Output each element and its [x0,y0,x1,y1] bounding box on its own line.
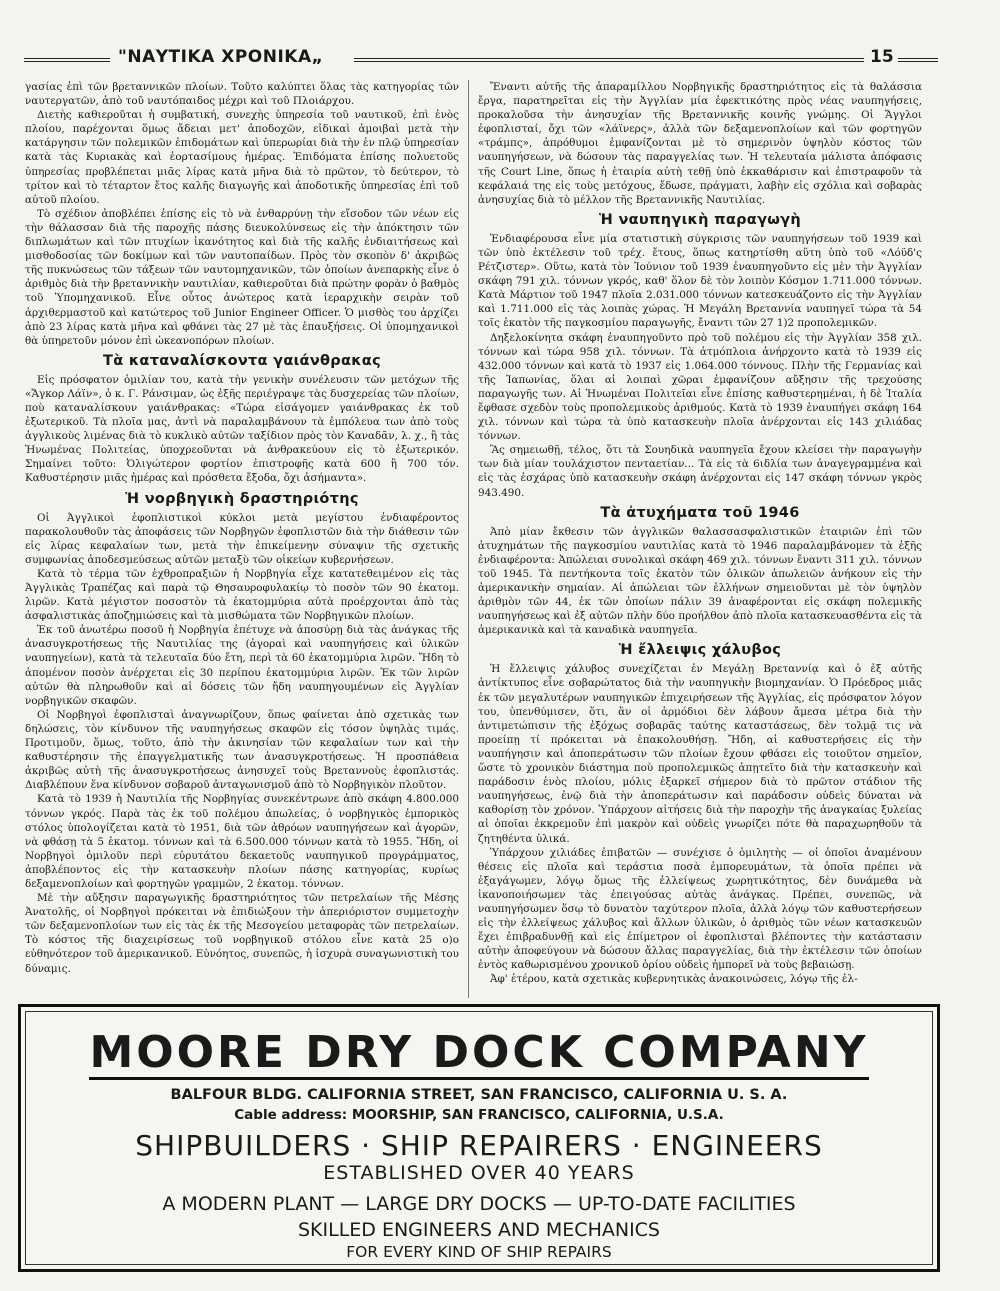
masthead-rule-right [898,58,938,62]
left-column [25,80,459,1000]
advertisement-address: BALFOUR BLDG. CALIFORNIA STREET, SAN FRANCISCO, CALIFORNIA U. S. A. [170,1087,788,1103]
paragraph: Δηξελοκίνητα σκάφη ἐναυπηγοῦντο πρὸ τοῦ πολέμου εἰς τὴν Ἀγγλίαν 358 χιλ. τόννων καὶ τώρα 958 χιλ. τόννων. Τὰ ἀτμόπλοια ἀνήρχοντο κατὰ τὸ 1939 εἰς 432.000 τόννων καὶ κατὰ τὸ 1937 εἰς 1.064.000 τόννους. Πλὴν τῆς Γερμανίας καὶ τῆς Ἰαπωνίας, ὅλαι αἱ λοιπαὶ χῶραι ἐμφανίζουν αὔξησιν τῆς τρεχούσης παραγωγῆς των. Αἱ Ἡνωμέναι Πολιτεῖαι εἶνε ἐπίσης καθυστερημέναι, ἡ δὲ Ἰταλία ἔφθασε σχεδὸν τοὺς προπολεμικοὺς ἀριθμούς. Κατὰ τὸ 1939 ἐναυπήγει σκάφη 164 χιλ. τόννων καὶ τώρα τὰ ὑπὸ κατασκευὴν πλοῖα ἀνέρχονται εἰς 143 χιλιάδας τόννων. [478,331,922,443]
section-heading: Ἡ ναυπηγικὴ παραγωγὴ [599,211,801,228]
masthead-rule-middle [354,58,864,62]
masthead [24,44,970,74]
advertisement-trades: SHIPBUILDERS · SHIP REPAIRERS · ENGINEERS [135,1129,823,1162]
masthead-rule-left [24,58,110,62]
paragraph: Οἱ Ἀγγλικοὶ ἐφοπλιστικοὶ κύκλοι μετὰ μεγίστου ἐνδιαφέροντος παρακολουθοῦν τὰς ἀποφάσεις τῶν Νορβηγῶν ἐφοπλιστῶν διὰ τὴν διάθεσιν τῶν εἰς λίρας κεφαλαίων των, μετὰ τὴν ἐπικείμενην σύναψιν τῆς σχετικῆς συμφωνίας ἀποδεσμεύσεως αὐτῶν μεταξὺ τῶν οἰκείων κυβερνήσεων. [25,511,459,566]
advertisement-skilled: SKILLED ENGINEERS AND MECHANICS [297,1219,660,1241]
advertisement-plant: A MODERN PLANT — LARGE DRY DOCKS — UP-TO-DATE FACILITIES [162,1193,796,1215]
paragraph: Ἀφ' ἑτέρου, κατὰ σχετικὰς κυβερνητικὰς ἀνακοινώσεις, λόγῳ τῆς ἐλ- [490,973,858,986]
paragraph: Ὑπάρχουν χιλιάδες ἐπιβατῶν — συνέχισε ὁ ὁμιλητὴς — οἱ ὁποῖοι ἀναμένουν θέσεις εἰς πλοῖα καὶ τεράστια ποσὰ ἐμπορευμάτων, τὰ ὁποῖα πρέπει νὰ ἐξαγάγωμεν, λόγῳ ὅμως τῆς ἐλλείψεως χωρητικότητος, δὲν δυνάμεθα νὰ ἱκανοποιήσωμεν τὰς ἐπειγούσας αὐτὰς ἀνάγκας. Πρέπει, συνεπῶς, νὰ ναυπηγήσωμεν ὅσῳ τὸ δυνατὸν ταχύτερον πλοῖα, ἀλλὰ λόγῳ τῶν καθυστερήσεων εἰς τὴν ἐλλείψεως χάλυβος καὶ ἄλλων ὑλικῶν, ὁ ἀριθμὸς τῶν νέων κατασκευῶν ἔχει ἐπιβραδυνθῇ καὶ εἰς ἐπίμετρον οἱ ἐφοπλισταὶ βλέποντες τὴν κατάστασιν αὐτὴν ἀποφεύγουν νὰ δώσουν ἄλλας παραγγελίας, διὰ τὴν ἐκτέλεσιν τῶν ὁποίων ἐντὸς καθωρισμένου χρονικοῦ ὁρίου οὐδεὶς ἠμπορεῖ νὰ τοὺς βεβαιώσῃ. [478,846,922,972]
page-number: 15 [870,47,894,67]
section-heading: Τὰ καταναλίσκοντα γαιάνθρακας [103,352,381,369]
paragraph: Εἰς πρόσφατον ὁμιλίαν του, κατὰ τὴν γενικὴν συνέλευσιν τῶν μετόχων τῆς «Ἄγκορ Λάϊν», ὁ κ. Γ. Ράνσιμαν, ὡς ἑξῆς περιέγραψε τὰς δυσχερείας τῶν πλοίων, ποὺ καταναλίσκουν γαιάνθρακας: «Τώρα εἰσάγομεν γαιάνθρακας ἐκ τοῦ ἐξωτερικοῦ. Τὰ πλοῖα μας, ἀντὶ νὰ παραλαμβάνουν τὰ ἐμπόλευα των ἀπὸ τοὺς ἀγγλικοὺς λιμένας διὰ τὸ κυκλικὸ αὐτῶν ταξίδιον πρὸς τὸν Καναδᾶν, λ. χ., ἢ τὰς Ἡνωμένας Πολιτείας, ὑποχρεοῦνται νὰ ἀνθρακεύουν εἰς τὸ ἐξωτερικόν. Σημαίνει τοῦτο: Ὀλιγώτερον φορτίον ἐπιστροφῆς κατὰ 600 ἢ 700 τόν. Καθυστέρησιν μιᾶς ἡμέρας καὶ πρόσθετα ἔξοδα, ὄχι ἀσήμαντα». [25,373,459,485]
paragraph: Κατὰ τὸ τέρμα τῶν ἐχθροπραξιῶν ἡ Νορβηγία εἶχε κατατεθειμένον εἰς τὰς Ἀγγλικὰς Τραπέζας καὶ παρὰ τῷ Θησαυροφυλακίῳ τὸ ποσὸν τῶν 90 ἑκατομ. λιρῶν. Κατὰ μέγιστον ποσοστὸν τὰ ἑκατομμύρια αὐτὰ προέρχονται ἀπὸ τὰς ἀσφαλιστικὰς ἀποζημιώσεις καὶ τὰ μισθώματα τῶν Νορβηγικῶν πλοίων. [25,567,459,623]
paragraph: Ἔναντι αὐτῆς τῆς ἀπαραμίλλου Νορβηγικῆς δραστηριότητος εἰς τὰ θαλάσσια ἔργα, παρατηρεῖται εἰς τὴν Ἀγγλίαν μία ἐφεκτικότης πρὸς νέας ναυπηγήσεις, προκαλοῦσα τὴν ἀνησυχίαν τῆς Βρεταννικῆς κοινῆς γνώμης. Οἱ Ἄγγλοι ἐφοπλισταί, ὄχι τῶν «λάϊνερς», ἀλλὰ τῶν δεξαμενοπλοίων καὶ τῶν φορτηγῶν «τράμπς», ἀπρόθυμοι ἐμφανίζονται μὲ τὸ σημερινὸν ὑψηλὸν κόστος τῶν ναυπηγήσεων, νὰ δώσουν τὰς παραγγελίας των. Ἡ τελευταία μάλιστα ἀπόφασις τῆς Court Line, ὅπως ἡ ἑταιρία αὐτὴ τεθῇ ὑπὸ ἐκκαθάρισιν καὶ ἐπιστραφοῦν τὰ κεφάλαιά της εἰς τοὺς μετόχους, ἔδωσε, πράγματι, λαβὴν εἰς σχόλια καὶ σοβαρὰς ἀνησυχίας διὰ τὸ μέλλον τῆς Βρεταννικῆς Ναυτιλίας. [478,81,922,206]
section-heading: Ἡ ἔλλειψις χάλυβος [618,642,782,659]
advertisement-company-name [21,1029,937,1080]
paragraph: Οἱ Νορβηγοὶ ἐφοπλισταὶ ἀναγνωρίζουν, ὅπως φαίνεται ἀπὸ σχετικὰς των δηλώσεις, τὸν κίνδυνον τῆς ναυπηγήσεως σκαφῶν εἰς τόσον ὑψηλὰς τιμάς. Προτιμοῦν, ὅμως, τοῦτο, ἀπὸ τὴν ἀκινησίαν τῶν κεφαλαίων των καὶ τὴν καθυστέρησιν τῆς ἐπαγγελματικῆς των ἀνασυγκροτήσεως. Ἡ προσπάθεια ἀκριβῶς αὐτὴ τῆς ἀνασυγκροτήσεως ἀνησυχεῖ τοὺς Βρεταννοὺς ἐφοπλιστάς. Διαβλέπουν ἕνα κίνδυνον σοβαροῦ ἀνταγωνισμοῦ ἀπὸ τὸ Νορβηγικὸν πλοῦτον. [25,708,459,792]
column-divider [468,80,469,998]
moore-dry-dock-advertisement [18,1004,940,1272]
company-name-text: MOORE DRY DOCK COMPANY [89,1027,869,1078]
paragraph: Ἀπὸ μίαν ἔκθεσιν τῶν ἀγγλικῶν θαλασσασφαλιστικῶν ἑταιριῶν ἐπὶ τῶν ἀτυχημάτων τῆς παγκοσμίου ναυτιλίας κατὰ τὸ 1946 παραλαμβάνομεν τὰ ἑξῆς ἐνδιαφέροντα: Ἀπώλειαι συνολικαὶ σκάφη 469 χιλ. τόννων ἔναντι 311 χιλ. τόννων τοῦ 1945. Τὰ πεντήκοντα τοῖς ἑκατὸν τῶν ὁλικῶν ἀπωλειῶν ἀνήκουν εἰς τὴν ἀμερικανικὴν σημαίαν. Αἱ ἀπώλειαι τῶν ἑλλήνων σημειοῦνται μὲ τὸν ὑψηλὸν ἀριθμὸν τῶν 44, ἐκ τῶν ὁποίων πάλιν 39 ἀναφέρονται εἰς σκάφη πολεμικῆς ναυπηγήσεως καὶ ἐξ αὐτῶν πλὴν δύο προήλθον ἀπὸ πλοῖα κατασκευασθέντα εἰς τὰ ἀμερικανικὰ καὶ τὰ καναδικὰ ναυπηγεῖα. [478,525,922,637]
right-column [478,80,922,1000]
paragraph: Κατὰ τὸ 1939 ἡ Ναυτιλία τῆς Νορβηγίας συνεκέντρωνε ἀπὸ σκάφη 4.800.000 τόννων γκρός. Παρὰ τὰς ἐκ τοῦ πολέμου ἀπωλείας, ὁ νορβηγικὸς ἐμπορικὸς στόλος ὑπολογίζεται κατὰ τὸ 1951, διὰ τῶν ἀθρόων ναυπηγήσεων καὶ ἀγορῶν, νὰ φθάσῃ τὰ 5 ἑκατομ. τόννων καὶ τὰ 6.500.000 τόννων κατὰ τὸ 1955. Ἤδη, οἱ Νορβηγοὶ ὁμιλοῦν περὶ εὐρυτάτου δεκαετοῦς ναυπηγικοῦ προγράμματος, ἀποβλέποντος εἰς τὴν κατασκευὴν πλοίων πάσης κατηγορίας, κυρίως δεξαμενοπλοίων καὶ φορτηγῶν γραμμῶν, 2 ἑκατομ. τόννων. [25,793,459,890]
paragraph: γασίας ἐπὶ τῶν βρεταννικῶν πλοίων. Τοῦτο καλύπτει ὅλας τὰς κατηγορίας τῶν ναυτεργατῶν, ἀπὸ τοῦ ναυτόπαιδος μέχρι καὶ τοῦ Πλοιάρχου. [25,81,459,108]
paragraph: Μὲ τὴν αὔξησιν παραγωγικῆς δραστηριότητος τῶν πετρελαίων τῆς Μέσης Ἀνατολῆς, οἱ Νορβηγοὶ πρόκειται νὰ ἐπιδιώξουν τὴν ἀπεριόριστον συμμετοχὴν τῶν δεξαμενοπλοίων των εἰς τὰς ἐκ τῆς Μεσογείου μεταφορὰς τῶν πετρελαίων. Τὸ κόστος τῆς διαχειρίσεως τοῦ νορβηγικοῦ στόλου εἶνε κατὰ 25 ο)ο εὐθηνότερον τοῦ ἀμερικανικοῦ. Εὐνόητος, συνεπῶς, ἡ ἰσχυρὰ συναγωνιστικὴ του δύναμις. [25,892,459,975]
advertisement-cable-address: Cable address: MOORSHIP, SAN FRANCISCO, CALIFORNIA, U.S.A. [234,1107,724,1123]
paragraph: Τὸ σχέδιον ἀποβλέπει ἐπίσης εἰς τὸ νὰ ἐνθαρρύνῃ τὴν εἴσοδον τῶν νέων εἰς τὴν θάλασσαν διὰ τῆς παροχῆς πάσης διευκολύνσεως εἰς τὴν ἀπόκτησιν τῶν διπλωμάτων καὶ τῶν πτυχίων ἱκανότητος καὶ διὰ τῆς καλῆς ἐνδιαιτήσεως καὶ μισθοδοσίας τῶν δοκίμων καὶ τῶν ναυτοπαίδων. Πρὸς τὸν σκοπὸν δ' ἀκριβῶς τῆς πυκνώσεως τῶν τάξεων τῶν ναυτομηχανικῶν, τῶν ὁποίων ἀνεπαρκὴς εἶνε ὁ ἀριθμὸς διὰ τὴν βρεταννικὴν ναυτιλίαν, καθιεροῦται διὰ πρώτην φορὰν ὁ βαθμὸς τοῦ Ὑπομηχανικοῦ. Εἶνε οὗτος ἀνώτερος κατὰ ἱεραρχικὴν σειρὰν τοῦ ἀρχιθερμαστοῦ καὶ κατώτερος τοῦ Junior Engineer Officer. Ὁ μισθὸς του ἀρχίζει ἀπὸ 23 λίρας κατὰ μῆνα καὶ φθάνει τὰς 27 μὲ τὰς ἐπαυξήσεις. Οἱ ὑπομηχανικοὶ θὰ ὑπηρετοῦν μόνον ἐπὶ ὠκεανοπόρων πλοίων. [25,207,459,347]
section-heading: Τὰ ἀτυχήματα τοῦ 1946 [600,504,800,521]
section-heading: Ἡ νορβηγικὴ δραστηριότης [125,490,359,507]
magazine-title: "ΝΑΥΤΙΚΑ ΧΡΟΝΙΚΑ„ [118,47,324,67]
advertisement-established: ESTABLISHED OVER 40 YEARS [323,1162,635,1184]
advertisement-repairs: FOR EVERY KIND OF SHIP REPAIRS [346,1243,612,1261]
paragraph: Ἡ ἔλλειψις χάλυβος συνεχίζεται ἐν Μεγάλῃ Βρεταννίᾳ καὶ ὁ ἐξ αὐτῆς ἀντίκτυπος εἶνε σοβαρώτατος διὰ τὴν ναυπηγικὴν βιομηχανίαν. Ὁ Πρόεδρος μιᾶς ἐκ τῶν μεγαλυτέρων ναυπηγικῶν ἐπιχειρήσεων τῆς Ἀγγλίας, εἰς πρόσφατον λόγον του, ὑπενθύμισεν, ὅτι, ἂν οἱ ἁρμόδιοι δὲν λάβουν ἄμεσα μέτρα διὰ τὴν ἀντιμετώπισιν τῆς ἐξόχως σοβαρᾶς ταύτης καταστάσεως, δὲν τολμᾷ τις νὰ προείπῃ τί πρόκειται νὰ ἐπακολουθήσῃ. Ἤδη, αἱ καθυστερήσεις εἰς τὴν ναυπήγησιν καὶ ἀποπεράτωσιν τῶν πλοίων ἔχουν φθάσει εἰς τοιοῦτον σημεῖον, ὥστε τὸ χρονικὸν διάστημα ποὺ προπολεμικῶς ἀπῃτεῖτο διὰ τὴν κατασκευὴν καὶ παράδοσιν ἑνὸς πλοίου, μόλις ἐξαρκεῖ σήμερον διὰ τὸ πρῶτον στάδιον τῆς ναυπηγήσεως, ἐνῷ διὰ τὴν ἀποπεράτωσιν καὶ παράδοσιν οὐδεὶς δύναται νὰ καθορίσῃ τὸν χρόνον. Ὑπάρχουν αἰτήσεις διὰ τὴν παροχὴν τῆς ἀναγκαίας ξυλείας αἱ ὁποῖαι ἐκκρεμοῦν ἐπὶ μακρὸν καὶ οὐδεὶς γνωρίζει πότε θὰ παραχωρηθοῦν τὰ ζητηθέντα ὑλικά. [478,663,922,845]
paragraph: Ἂς σημειωθῇ, τέλος, ὅτι τὰ Σουηδικὰ ναυπηγεῖα ἔχουν κλείσει τὴν παραγωγὴν των διὰ μίαν τουλάχιστον πενταετίαν... Τὰ εἰς τὰ 6ιδλία των ἀναγεγραμμένα καὶ εἰς τὰς ἐσχάρας ὑπὸ κατασκευὴν σκάφη ἀνέρχονται εἰς 147 σκάφη τόννων γκρὸς 943.490. [478,444,922,499]
paragraph: Ἐνδιαφέρουσα εἶνε μία στατιστικὴ σύγκρισις τῶν ναυπηγήσεων τοῦ 1939 καὶ τῶν ὑπὸ ἐκτέλεσιν τοῦ τρέχ. ἔτους, ὅπως κατηρτίσθη αὕτη ὑπὸ τοῦ «Λόϋδ'ς Ρέτζιστερ». Οὕτω, κατὰ τὸν Ἰούνιον τοῦ 1939 ἐναυπηγοῦντο εἰς μὲν τὴν Ἀγγλίαν σκάφη 791 χιλ. τόννων γκρός, καθ' ὅλον δὲ τὸν λοιπὸν Κόσμον 1.711.000 τόννων. Κατὰ Μάρτιον τοῦ 1947 πλοῖα 2.031.000 τόννων κατεσκευάζοντο εἰς τὴν Ἀγγλίαν καὶ 1.711.000 εἰς τὰς λοιπὰς χώρας. Ἡ Μεγάλη Βρεταννία ναυπηγεῖ τώρα τὰ 54 τοῖς ἑκατὸν τῆς παγκοσμίου παραγωγῆς, ἔναντι τῶν 27 1)2 προπολεμικῶν. [478,232,922,330]
paragraph: Ἐκ τοῦ ἀνωτέρω ποσοῦ ἡ Νορβηγία ἐπέτυχε νὰ ἀποσύρῃ διὰ τὰς ἀνάγκας τῆς ἀνασυγκροτήσεως τῆς Ναυτιλίας της (ἀγοραὶ καὶ ναυπηγήσεις καὶ ὑλικῶν ναυπηγείων), κατὰ τὰ τελευταῖα δύο ἔτη, περὶ τὰ 60 ἑκατομμύρια λιρῶν. Ἤδη τὸ ἀπομένον ποσὸν ἀνέρχεται εἰς 30 περίπου ἑκατομμύρια λιρῶν. Ἐκ τῶν λιρῶν αὐτῶν θὰ πληρωθοῦν καὶ αἱ δόσεις τῶν ἤδη ναυπηγουμένων εἰς Ἀγγλίαν νορβηγικῶν σκαφῶν. [25,624,459,707]
paragraph: Διετὴς καθιεροῦται ἡ συμβατική, συνεχὴς ὑπηρεσία τοῦ ναυτικοῦ, ἐπὶ ἑνὸς πλοίου, παρέχονται ὅμως ἄδειαι μετ' ἀποδοχῶν, εἰδικαὶ ἀμοιβαὶ μετὰ τὴν κατάργησιν τῶν πολεμικῶν ἐπιδομάτων καὶ ὑπερωρίαι διὰ τὴν ἐν πλῷ ὑπηρεσίαν κατὰ τὰς Κυριακὰς καὶ ἑορτασίμους ἡμέρας. Ἐπιδόματα ἐπίσης πολυετοῦς ὑπηρεσίας προβλέπεται μιᾶς λίρας κατὰ μῆνα διὰ τὸ πρῶτον, τὸ δεύτερον, τὸ τρίτον καὶ τὸ τέταρτον ἔτος καλῆς διαγωγῆς καὶ ἀποδοτικῆς ὑπηρεσίας ἐπὶ τοῦ αὐτοῦ πλοίου. [25,109,459,206]
